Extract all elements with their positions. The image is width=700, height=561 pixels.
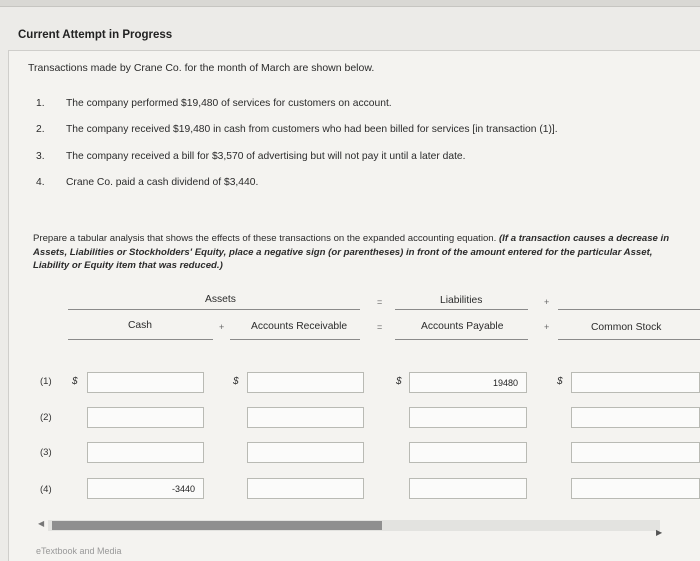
accounts-receivable-input-row-3[interactable] bbox=[247, 442, 364, 463]
liabilities-group-rule bbox=[395, 309, 528, 310]
accounts-receivable-input-row-2[interactable] bbox=[247, 407, 364, 428]
liabilities-group-header: Liabilities bbox=[440, 295, 483, 306]
cash-input-row-2[interactable] bbox=[87, 407, 204, 428]
accounts-receivable-input-row-1[interactable] bbox=[247, 372, 364, 393]
row-label: (4) bbox=[40, 484, 52, 495]
plus-sign: + bbox=[544, 322, 550, 332]
accounts-payable-input-row-2[interactable] bbox=[409, 407, 527, 428]
column-header-accounts-receivable: Accounts Receivable bbox=[251, 321, 348, 332]
common-stock-input-row-1[interactable] bbox=[571, 372, 700, 393]
currency-sign: $ bbox=[72, 376, 78, 387]
row-label: (2) bbox=[40, 412, 52, 423]
etextbook-link[interactable]: eTextbook and Media bbox=[36, 546, 122, 556]
transaction-number: 3. bbox=[36, 151, 45, 162]
instructions-text: Prepare a tabular analysis that shows the effects of these transactions on the expanded accounting equation. bbox=[33, 233, 499, 244]
transaction-text: The company received $19,480 in cash from customers who had been billed for services [in transaction (1)]. bbox=[66, 124, 558, 135]
equals-sign: = bbox=[377, 322, 383, 332]
horizontal-scrollbar-thumb[interactable] bbox=[52, 521, 382, 530]
accounts-payable-input-row-3[interactable] bbox=[409, 442, 527, 463]
top-bar bbox=[0, 0, 700, 7]
transaction-text: The company received a bill for $3,570 of advertising but will not pay it until a later date. bbox=[66, 151, 466, 162]
currency-sign: $ bbox=[233, 376, 239, 387]
plus-sign: + bbox=[544, 297, 550, 307]
assets-group-rule bbox=[68, 309, 360, 310]
section-title: Current Attempt in Progress bbox=[18, 29, 173, 41]
cash-input-row-1[interactable] bbox=[87, 372, 204, 393]
transaction-number: 2. bbox=[36, 124, 45, 135]
transaction-item bbox=[36, 124, 558, 135]
row-label: (3) bbox=[40, 447, 52, 458]
cash-input-row-4[interactable]: -3440 bbox=[87, 478, 204, 499]
equity-group-rule bbox=[558, 309, 700, 310]
column-header-common-stock: Common Stock bbox=[591, 322, 662, 333]
instructions-emphasis: (If a transaction causes a decrease in Assets, Liabilities or Stockholders' Equity, place a negative sign (or parentheses) in front of the amount entered for the particular Asset, Liability or Equity item that was reduced.) bbox=[33, 233, 670, 271]
cash-input-row-3[interactable] bbox=[87, 442, 204, 463]
column-rule bbox=[68, 339, 213, 340]
column-rule bbox=[395, 339, 528, 340]
scroll-left-arrow-icon[interactable]: ◀ bbox=[38, 519, 45, 528]
intro-text: Transactions made by Crane Co. for the month of March are shown below. bbox=[28, 62, 375, 74]
common-stock-input-row-3[interactable] bbox=[571, 442, 700, 463]
transaction-number: 4. bbox=[36, 177, 45, 188]
transaction-number: 1. bbox=[36, 98, 45, 109]
scroll-right-arrow-icon[interactable]: ▶ bbox=[656, 528, 663, 537]
accounts-payable-input-row-1[interactable]: 19480 bbox=[409, 372, 527, 393]
accounts-receivable-input-row-4[interactable] bbox=[247, 478, 364, 499]
transaction-text: Crane Co. paid a cash dividend of $3,440. bbox=[66, 177, 259, 188]
instructions bbox=[33, 232, 673, 273]
accounts-payable-input-row-4[interactable] bbox=[409, 478, 527, 499]
transaction-item bbox=[36, 177, 258, 188]
plus-sign: + bbox=[219, 322, 225, 332]
transaction-item bbox=[36, 98, 392, 109]
assets-group-header: Assets bbox=[205, 294, 236, 305]
currency-sign: $ bbox=[557, 376, 563, 387]
common-stock-input-row-4[interactable] bbox=[571, 478, 700, 499]
equals-sign: = bbox=[377, 297, 383, 307]
column-rule bbox=[230, 339, 360, 340]
common-stock-input-row-2[interactable] bbox=[571, 407, 700, 428]
column-header-cash: Cash bbox=[128, 320, 153, 331]
transaction-item bbox=[36, 151, 466, 162]
row-label: (1) bbox=[40, 376, 52, 387]
currency-sign: $ bbox=[396, 376, 402, 387]
transaction-text: The company performed $19,480 of services for customers on account. bbox=[66, 98, 392, 109]
column-rule bbox=[558, 339, 700, 340]
column-header-accounts-payable: Accounts Payable bbox=[421, 321, 504, 332]
